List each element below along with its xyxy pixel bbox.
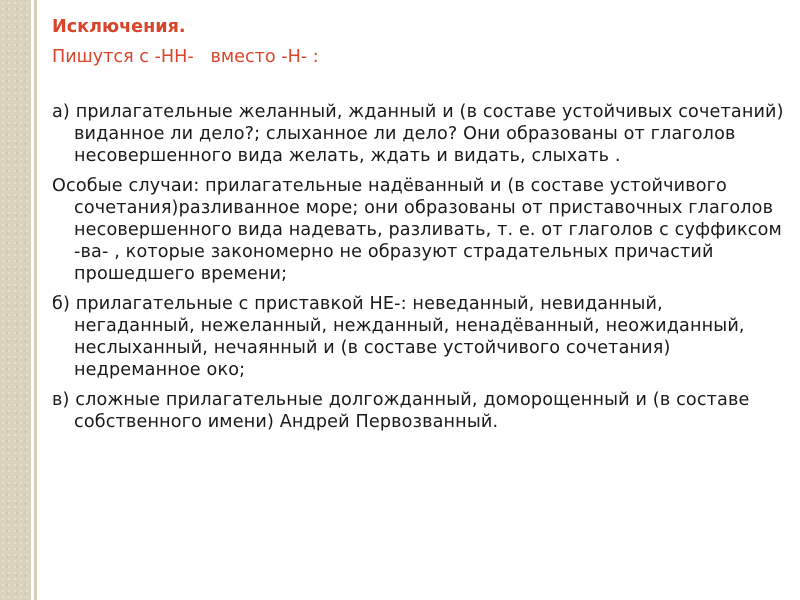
decorative-side-line [34,0,37,600]
slide-title: Исключения. [52,17,186,37]
paragraph-a: а) прилагательные желанный, жданный и (в составе устойчивых сочетаний) виданное ли дело?; слыханное ли дело? Они образованы от глаголов несовершенного вида желать, ждать и видать, слыхать . [52,102,784,166]
paragraph-special-cases: Особые случаи: прилагательные надёванный и (в составе устойчивого сочетания)разливанное море; они образованы от приставочных глаголов несовершенного вида надевать, разливать, т. е. от глаголов с суффиксом -ва- , которые закономерно не образуют страдательных причастий прошедшего времени; [52,176,782,284]
slide-content [52,16,787,441]
slide-subtitle: Пишутся с -НН- вместо -Н- : [52,47,319,67]
paragraph-b: б) прилагательные с приставкой НЕ-: неведанный, невиданный, негаданный, нежеланный, нежданный, ненадёванный, неожиданный, неслыханный, нечаянный и (в составе устойчивого сочетания) недреманное око; [52,294,745,380]
heading-block [52,16,787,68]
paragraph-v: в) сложные прилагательные долгожданный, доморощенный и (в составе собственного имени) Андрей Первозванный. [52,390,750,432]
decorative-side-band [0,0,31,600]
